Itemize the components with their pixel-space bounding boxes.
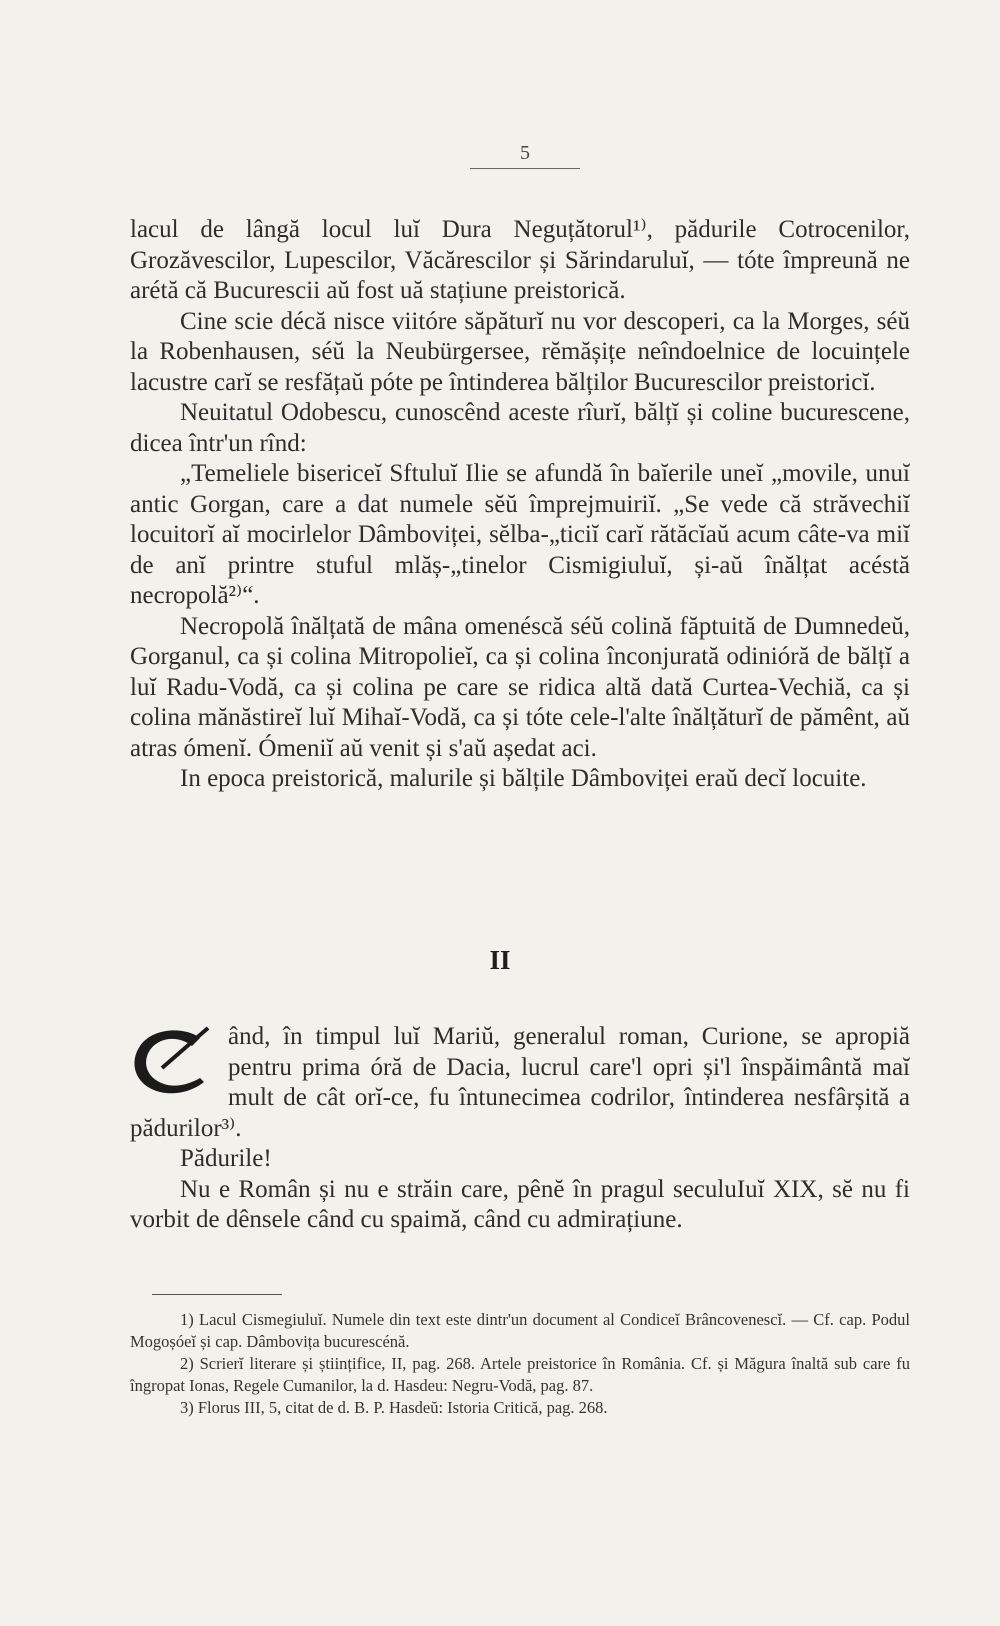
paragraph: In epoca preistorică, malurile și bălțile Dâmboviței eraŭ decĭ locuite. (180, 765, 867, 792)
footnote: 1) Lacul Cismegiuluĭ. Numele din text este dintr'un document al Condiceĭ Brâncovenescĭ. — Cf. cap. Podul Mogoșóeĭ și cap. Dâmbovița bucurescénă. (130, 1310, 910, 1351)
paragraph: Necropolă înălțată de mâna omenéscă séŭ colină făptuită de Dumnedeŭ, Gorganul, ca și colina Mitropolieĭ, ca și colina înconjurată odinióră de bălțĭ a luĭ Radu-Vodă, ca și colina pe care se ridica altă dată Curtea-Vechiă, ca și colina mănăstireĭ luĭ Mihaĭ-Vodă, ca și tóte cele-l'alte înălțăturĭ de pămênt, aŭ atras ómenĭ. Ómeniĭ aŭ venit și s'aŭ aședat aci. (130, 612, 910, 762)
decorative-initial-c (122, 1024, 222, 1096)
paragraph: ând, în timpul luĭ Mariŭ, generalul roman, Curione, se apropiă pentru prima óră de Dacia, lucrul care'l opri și'l înspăimântă maĭ mult de cât orĭ-ce, fu întunecimea codrilor, întinderea nesfârșită a pădurilor³⁾. (130, 1023, 910, 1142)
paragraph: Cine scie décă nisce viitóre săpăturĭ nu vor descoperi, ca la Morges, séŭ la Robenhausen, séŭ la Neubürgersee, rĕmășițe neîndoelnice de locuințele lacustre carĭ se resfățaŭ póte pe întinderea bălților Bucurescilor preistoricĭ. (130, 307, 910, 396)
footnote-rule (152, 1294, 282, 1295)
section-1-body (130, 215, 910, 795)
section-2-body (130, 1022, 910, 1236)
footnote: 3) Florus III, 5, citat de d. B. P. Hasdeŭ: Istoria Critică, pag. 268. (180, 1398, 608, 1417)
page-number: 5 (520, 142, 530, 164)
paragraph: lacul de lângă locul luĭ Dura Neguțătorul¹⁾, pădurile Cotrocenilor, Grozăvescilor, Lupescilor, Văcărescilor și Sărindaruluĭ, — tóte împreună ne arétă că Bucurescii aŭ fost uă stațiune preistorică. (130, 216, 910, 304)
footnotes (130, 1309, 910, 1419)
paragraph: Nu e Român și nu e străin care, pênĕ în pragul seculuIuĭ XIX, sĕ nu fi vorbit de dênsele când cu spaimă, când cu admirațiune. (130, 1175, 910, 1233)
paragraph: Pădurile! (180, 1145, 272, 1172)
page-number-rule (470, 168, 580, 169)
quotation: „Temeliele bisericeĭ Sftuluĭ Ilie se afundă în baĭerile uneĭ „movile, unuĭ antic Gorgan, care a dat numele sĕŭ împrejmuiriĭ. „Se vede că străvechiĭ locuitorĭ aĭ mocirlelor Dâmboviței, sĕlba-„ticiĭ carĭ rătăcĭaŭ acum câte-va miĭ de anĭ printre stuful mlăș-„tinelor Cismigiuluĭ, și-aŭ înălțat acéstă necropolă²⁾“. (130, 460, 910, 609)
section-heading: II (489, 945, 511, 975)
footnote: 2) Scrierĭ literare și științifice, II, pag. 268. Artele preistorice în România. Cf. și Măgura înaltă sub care fu îngropat Ionas, Regele Cumanilor, la d. Hasdeu: Negru-Vodă, pag. 87. (130, 1354, 910, 1395)
paragraph: Neuitatul Odobescu, cunoscênd aceste rîurĭ, bălțĭ și coline bucurescene, dicea într'un rînd: (130, 399, 910, 457)
